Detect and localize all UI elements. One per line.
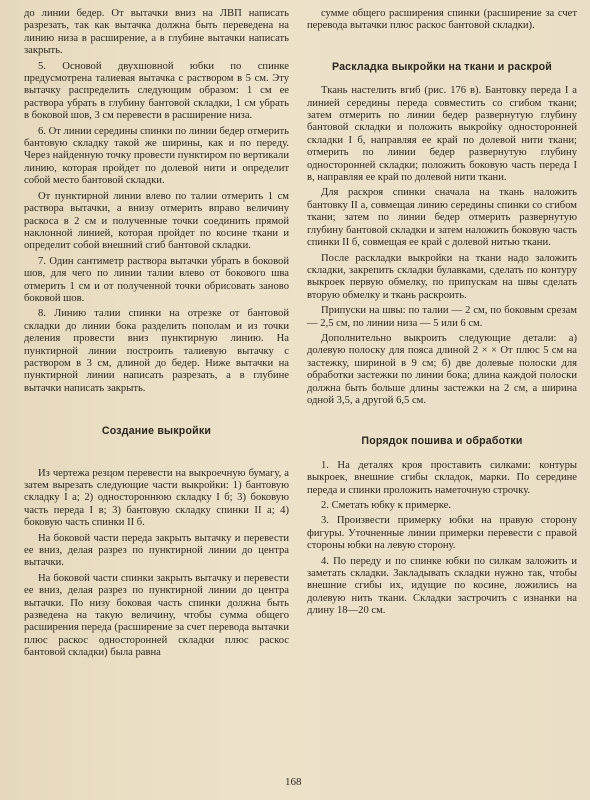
paragraph: сумме общего расширения спинки (расширение за счет перевода вытачки плюс раскос бантовой складки). — [307, 8, 577, 32]
page-number: 168 — [285, 776, 302, 788]
left-column — [24, 8, 289, 663]
paragraph: Ткань настелить вгиб (рис. 176 в). Бантовку переда I а линией середины переда совместить со сгибом ткани; затем отмерить по линии бедер развернутую глубину бантовой складки и положить выкройку односторонней складки I б, направляя ее край по долевой нити ткани; отмерить по линии бедер развернутую глубину односторонней складки; положить боковую часть переда I в, направляя ее край по долевой нити ткани. — [307, 85, 577, 184]
paragraph-step-6: 6. От линии середины спинки по линии бедер отмерить бантовую складку такой же ширины, как и по переду. Через найденную точку провести пунктиром по вертикали линию, которая пройдет по долевой нити и определит собой место бантовой складки. — [24, 125, 289, 187]
section-heading-sewing-order: Порядок пошива и обработки — [361, 435, 523, 448]
paragraph-step-7: 7. Один сантиметр раствора вытачки убрать в боковой шов, для чего по линии талии влево от бокового шва отмерить 1 см и от полученной точки обрисовать заново боковой шов. — [24, 255, 289, 304]
section-heading-layout-cutting: Раскладка выкройки на ткани и раскрой — [331, 60, 553, 73]
paragraph: Дополнительно выкроить следующие детали: а) долевую полоску для пояса длиной 2 × × От плюс 5 см на застежку, шириной в 9 см; б) две долевые полоски для обработки застежки по линии бока; длина каждой полоски должна быть больше длины застежки на 2 см, а ширина одной 3,5, а другой 6,5 см. — [307, 332, 577, 406]
paragraph: На боковой части переда закрыть вытачку и перевести ее вниз, делая разрез по пунктирной линии до центра вытачки. — [24, 532, 289, 569]
paragraph: до линии бедер. От вытачки вниз на ЛВП написать разрезать, так как вытачка должна быть переведена на линию низа в расширение, а в глубине вытачки написать закрыть. — [24, 8, 289, 57]
paragraph-step-1: 1. На деталях кроя проставить силками: контуры выкроек, внешние сгибы складок, марки. По середине переда и спинки проложить наметочную строчку. — [307, 459, 577, 496]
paragraph-step-5: 5. Основой двухшовной юбки по спинке предусмотрена талиевая вытачка с раствором в 5 см. Эту вытачку распределить следующим образом: 1 см ее раствора убрать в глубину бантовой складки, 1 см убрать в боковой шов, 3 см перевести в расширение низа. — [24, 60, 289, 122]
paragraph: Для раскроя спинки сначала на ткань наложить бантовку II а, совмещая линию середины спинки со сгибом ткани; затем по линии бедер отмерить развернутую глубину бантовой складки и затем наложить боковую часть спинки II б, совмещая ее край с долевой нитью ткани. — [307, 187, 577, 249]
section-heading-pattern-creation: Создание выкройки — [101, 425, 212, 438]
paragraph: Из чертежа резцом перевести на выкроечную бумагу, а затем вырезать следующие части выкройки: 1) бантовую складку I а; 2) одностороннюю складку I б; 3) боковую часть переда I в; 3) бантовую складку спинки II а; 4) боковую часть спинки II б. — [24, 467, 289, 529]
paragraph-step-8: 8. Линию талии спинки на отрезке от бантовой складки до линии бока разделить пополам и из точки деления провести вниз пунктирную линию. На пунктирной линии построить талиевую вытачку с раствором в 3 см, длиной до бедер. Ниже вытачки на пунктирной линии написать разрезать, а в глубине вытачки написать закрыть. — [24, 308, 289, 394]
paragraph-step-4: 4. По переду и по спинке юбки по силкам заложить и заметать складки. Закладывать складки нужно так, чтобы внешние сгибы их, идущие по косине, ложились на долевую нить ткани. Складки застрочить с изнанки на длину 18—20 см. — [307, 555, 577, 617]
paragraph-step-3: 3. Произвести примерку юбки на правую сторону фигуры. Уточненные линии примерки перевести с правой стороны юбки на левую сторону. — [307, 515, 577, 552]
paragraph-step-2: 2. Сметать юбку к примерке. — [321, 500, 451, 511]
paragraph: На боковой части спинки закрыть вытачку и перевести ее вниз, делая разрез по пунктирной линии до центра вытачки. По низу боковая часть спинки должна быть разведена на такую величину, чтобы сумма общего расширения переда (расширение за счет перевода вытачки плюс раскос односторонней складки плюс раскос бантовой складки) была равна — [24, 572, 289, 659]
paragraph: От пунктирной линии влево по талии отмерить 1 см раствора вытачки, а внизу отмерить вправо величину раскоса в 2 см и полученные точки соединить прямой наклонной линией, которая пройдет по косине ткани и определит собой внешний сгиб бантовой складки. — [24, 190, 289, 252]
paragraph: После раскладки выкройки на ткани надо заложить складки, закрепить складки булавками, сделать по контуру выкроек первую обмелку, по припускам на швы сделать вторую обмелку и ткань раскроить. — [307, 252, 577, 301]
paragraph: Припуски на швы: по талии — 2 см, по боковым срезам — 2,5 см, по линии низа — 5 или 6 см. — [307, 305, 577, 329]
right-column — [307, 8, 577, 621]
